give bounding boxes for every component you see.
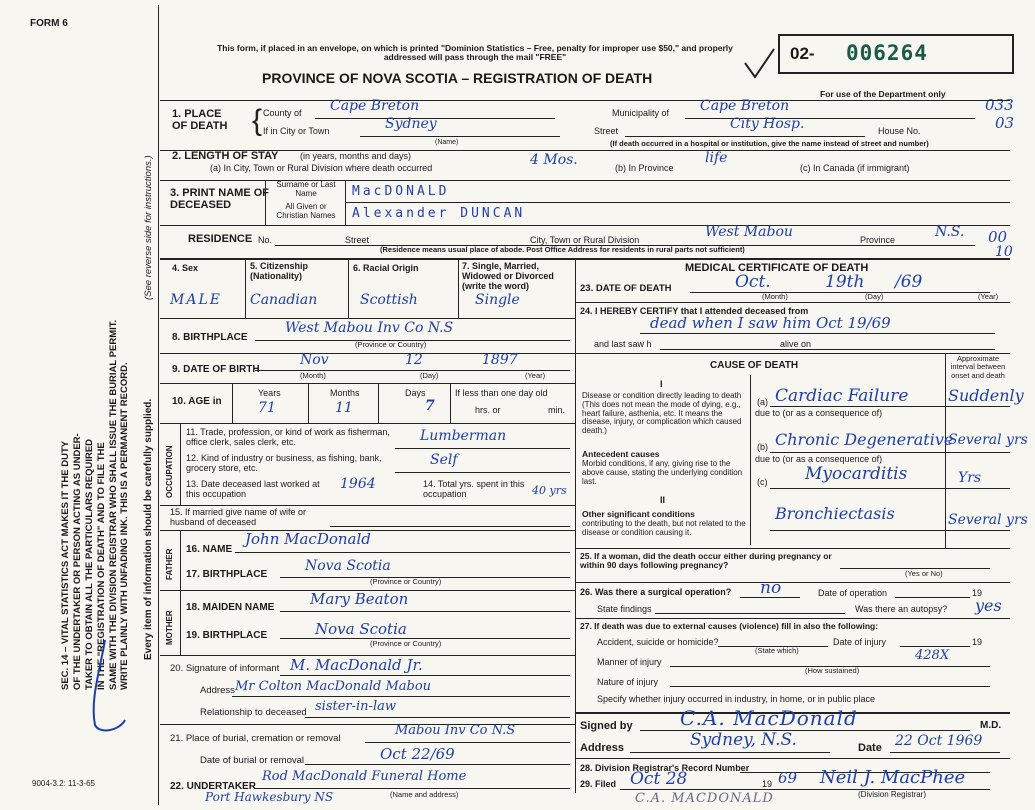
age-label: 10. AGE in [172, 396, 222, 407]
yes-no-hint: (Yes or No) [905, 569, 943, 578]
age-months: 11 [335, 400, 353, 416]
municipality-label: Municipality of [612, 108, 670, 118]
residence-label: RESIDENCE [188, 233, 253, 245]
racial-label: 6. Racial Origin [353, 263, 419, 273]
pregnancy-label: 25. If a woman, did the death occur either during pregnancy or within 90 days following pregnancy? [580, 551, 832, 571]
informant-address-value: Mr Colton MacDonald Mabou [235, 679, 432, 694]
cause-a-value: Cardiac Failure [775, 386, 909, 406]
citizenship-value: Canadian [250, 292, 318, 308]
margin-flourish [80, 630, 140, 740]
dod-day-hint: (Day) [865, 292, 884, 301]
name-label: 3. PRINT NAME OF DECEASED [170, 187, 270, 212]
county-value: Cape Breton [330, 98, 420, 114]
cause-b-label: (b) [757, 442, 768, 452]
undertaker-value: Rod MacDonald Funeral Home [262, 769, 467, 784]
registrar-signature: Neil J. MacPhee [820, 767, 966, 788]
spouse-label: 15. If married give name of wife or husband of deceased [170, 507, 307, 527]
roman-one: I [660, 379, 663, 389]
place-of-death-label: 1. PLACE OF DEATH [172, 108, 228, 133]
residence-street-label: Street [345, 235, 370, 245]
stay-a-label: (a) In City, Town or Rural Division where death occurred [210, 163, 433, 173]
md-label: M.D. [980, 720, 1002, 731]
registration-number-box: 02- 006264 [778, 34, 1014, 74]
city-label: If in City or Town [263, 126, 330, 136]
stay-a-value: 4 Mos. [530, 152, 578, 168]
undertaker-address: Port Hawkesbury NS [205, 790, 334, 804]
dod-year-hint: (Year) [978, 292, 999, 301]
due-to-label-2: due to (or as a consequence of) [755, 454, 883, 464]
marital-value: Single [475, 292, 520, 308]
racial-value: Scottish [360, 292, 418, 308]
note-428x: 428X [915, 648, 950, 663]
division-record-label: 28. Division Registrar's Record Number [580, 763, 750, 773]
interval-label: Approximate interval between onset and death [950, 354, 1006, 380]
mother-maiden-value: Mary Beaton [310, 590, 409, 608]
specify-injury-label: Specify whether injury occurred in industry, in home, or in public place [597, 694, 875, 704]
form-code: 9004-3.2: 11-3-65 [32, 779, 96, 788]
father-name-value: John MacDonald [245, 530, 371, 548]
date-of-death-year: /69 [895, 272, 923, 292]
days-hint: Days [405, 388, 426, 398]
trade-label: 11. Trade, profession, or kind of work as fisherman, office clerk, sales clerk, etc. [186, 427, 390, 447]
antecedent-desc: Morbid conditions, if any, giving rise to the above cause, stating the underlying condition last. [582, 459, 743, 486]
accident-label: Accident, suicide or homicide? [597, 637, 719, 647]
age-years: 71 [258, 400, 276, 416]
county-label: County of [263, 108, 302, 118]
sex-label: 4. Sex [172, 263, 199, 273]
age-days: 7 [425, 398, 435, 414]
form-title: PROVINCE OF NOVA SCOTIA – REGISTRATION OF DEATH [262, 70, 653, 86]
state-findings-label: State findings [597, 604, 652, 614]
dept-code-1: 033 [985, 96, 1014, 114]
total-years-value: 40 yrs [532, 484, 567, 497]
surgical-value: no [760, 578, 782, 598]
signed-by-value: C.A. MacDonald [680, 706, 858, 730]
less-than-day-label: If less than one day old [455, 388, 548, 398]
burial-place-value: Mabou Inv Co N.S [395, 723, 516, 738]
birthplace-hint: (Province or Country) [355, 340, 427, 349]
bottom-printed-name: C.A. MACDONALD [635, 791, 774, 806]
residence-city-value: West Mabou [705, 224, 793, 240]
father-birthplace-value: Nova Scotia [305, 558, 391, 574]
father-name-label: 16. NAME [186, 544, 233, 555]
dob-month: Nov [300, 352, 329, 368]
signer-address-value: Sydney, N.S. [690, 730, 797, 750]
filed-label: 29. Filed [580, 779, 617, 789]
undertaker-label: 22. UNDERTAKER [170, 781, 256, 792]
trade-value: Lumberman [420, 428, 507, 444]
given-label: All Given or Christian Names [276, 202, 336, 220]
cause-of-death-heading: CAUSE OF DEATH [710, 360, 799, 371]
years-hint: Years [258, 388, 281, 398]
date-of-death-month: Oct. [735, 272, 771, 292]
industry-value: Self [430, 452, 458, 468]
residence-no-label: No. [258, 235, 273, 245]
last-saw-label: and last saw h [594, 339, 652, 349]
months-hint: Months [330, 388, 360, 398]
other-conditions-desc: contributing to the death, but not related to the disease or condition causing it. [582, 519, 746, 537]
signer-address-label: Address [580, 742, 625, 754]
year-hint: (Year) [525, 371, 546, 380]
dept-code-2: 03 [995, 114, 1015, 132]
industry-label: 12. Kind of industry or business, as fishing, bank, grocery store, etc. [186, 453, 382, 473]
father-birthplace-label: 17. BIRTHPLACE [186, 569, 268, 580]
father-section-label: FATHER [165, 548, 174, 580]
burial-place-label: 21. Place of burial, cremation or removal [170, 733, 341, 744]
cause-c-label: (c) [757, 477, 768, 487]
other-cause-interval: Several yrs [948, 512, 1028, 528]
mail-notice: This form, if placed in an envelope, on which is printed "Dominion Statistics – Free, penalty for improper use $50," and properly addressed will pass through the mail "FREE" [217, 43, 733, 63]
stay-hint: (in years, months and days) [300, 151, 412, 161]
date-of-death-day: 19th [825, 272, 865, 292]
stay-b-value: life [705, 150, 728, 166]
dept-use-label: For use of the Department only [820, 89, 946, 99]
street-label: Street [594, 126, 619, 136]
burial-date-label: Date of burial or removal [200, 755, 305, 766]
surname-label: Surname or Last Name [276, 180, 336, 198]
dept-code-3: 00 [988, 228, 1008, 246]
stay-c-label: (c) In Canada (if immigrant) [800, 163, 910, 173]
alive-on-label: alive on [780, 339, 812, 349]
birthplace-value: West Mabou Inv Co N.S [285, 320, 454, 336]
how-sustained-hint: (How sustained) [805, 666, 860, 675]
occupation-section-label: OCCUPATION [165, 445, 174, 498]
min-label: min. [548, 405, 566, 415]
signer-date-label: Date [858, 742, 882, 754]
signed-by-label: Signed by [580, 720, 633, 732]
act-text: SEC. 14 – VITAL STATISTICS ACT MAKES IT THE DUTY OF THE UNDERTAKER OR PERSON ACTING AS UNDER- TAKER TO OBTAIN ALL THE PARTICULARS REQUIRED IN THE "REGISTRATION OF DEATH" AND TO FILE THE SAME WITH THE DIVISION REGISTRAR WHO SHALL ISSUE THE BURIAL PERMIT. WRITE PLAINLY WITH UNFADING INK. THIS IS A PERMANENT RECORD. [60, 319, 131, 690]
given-names-value: Alexander DUNCAN [352, 206, 526, 221]
external-causes-label: 27. If death was due to external causes (violence) fill in also the following: [580, 621, 879, 631]
filed-date-value: Oct 28 [630, 769, 688, 789]
birthplace-label: 8. BIRTHPLACE [172, 332, 248, 343]
cause-b-value: Chronic Degenerative [775, 430, 954, 449]
name-hint: (Name) [435, 139, 459, 146]
autopsy-value: yes [975, 596, 1002, 615]
form-number: FORM 6 [30, 18, 68, 29]
dob-day: 12 [405, 352, 423, 368]
cause-a-label: (a) [757, 397, 768, 407]
name-address-hint: (Name and address) [390, 790, 459, 799]
dob-label: 9. DATE OF BIRTH [172, 364, 260, 375]
filed-year-prefix: 19 [762, 779, 773, 789]
informant-signature-value: M. MacDonald Jr. [290, 656, 423, 674]
cause-c-value: Myocarditis [805, 464, 908, 484]
injury-year-prefix: 19 [972, 637, 983, 647]
dod-month-hint: (Month) [762, 292, 788, 301]
day-hint: (Day) [420, 371, 439, 380]
surname-value: MacDONALD [352, 184, 450, 199]
sex-value: MALE [170, 292, 222, 308]
residence-province-value: N.S. [935, 224, 965, 240]
father-prov-hint: (Province or Country) [370, 577, 442, 586]
total-years-label: 14. Total yrs. spent in this occupation [423, 479, 525, 499]
nature-label: Nature of injury [597, 677, 659, 687]
other-cause-value: Bronchiectasis [775, 504, 895, 523]
informant-signature-label: 20. Signature of informant [170, 663, 280, 674]
date-last-worked-label: 13. Date deceased last worked at this occupation [186, 479, 320, 499]
month-hint: (Month) [300, 371, 326, 380]
state-which-hint: (State which) [755, 646, 799, 655]
house-label: House No. [878, 126, 921, 136]
stay-b-label: (b) In Province [615, 163, 674, 173]
informant-address-label: Address [200, 685, 235, 696]
see-reverse-note: (See reverse side for instructions.) [143, 155, 154, 300]
date-last-worked-value: 1964 [340, 476, 376, 492]
manner-label: Manner of injury [597, 657, 662, 667]
other-conditions-label: Other significant conditions [582, 509, 695, 519]
due-to-label-1: due to (or as a consequence of) [755, 408, 883, 418]
length-of-stay-label: 2. LENGTH OF STAY [172, 150, 279, 162]
cause-a-interval: Suddenly [948, 386, 1024, 405]
mother-prov-hint: (Province or Country) [370, 639, 442, 648]
cause-b-interval: Several yrs [948, 432, 1028, 448]
supplied-note: Every item of information should be carefully supplied. [143, 398, 154, 660]
relationship-label: Relationship to deceased [200, 707, 307, 718]
op-year-prefix: 19 [972, 588, 983, 598]
filed-year-value: 69 [778, 769, 798, 787]
municipality-value: Cape Breton [700, 98, 790, 114]
disease-label: Disease or condition directly leading to death (This does not mean the mode of dying, e.g., heart failure, asthenia, etc. It means the disease, injury, or complication which caused death.) [582, 391, 742, 436]
mother-birthplace-value: Nova Scotia [315, 620, 407, 638]
relationship-value: sister-in-law [315, 699, 396, 714]
autopsy-label: Was there an autopsy? [855, 604, 948, 614]
city-value: Sydney [385, 116, 437, 132]
registration-number: 006264 [846, 41, 928, 65]
certify-value: dead when I saw him Oct 19/69 [650, 314, 891, 332]
residence-province-label: Province [860, 235, 896, 245]
mother-birthplace-label: 19. BIRTHPLACE [186, 630, 268, 641]
residence-note: (Residence means usual place of abode. Post Office Address for residents in rural parts not sufficient) [380, 245, 745, 254]
hospital-note: (If death occurred in a hospital or institution, give the name instead of street and number) [610, 139, 929, 148]
burial-date-value: Oct 22/69 [380, 745, 455, 763]
surgical-label: 26. Was there a surgical operation? [580, 587, 732, 597]
mother-maiden-label: 18. MAIDEN NAME [186, 602, 275, 613]
citizenship-label: 5. Citizenship (Nationality) [250, 261, 309, 281]
antecedent-label: Antecedent causes [582, 449, 660, 459]
cause-c-interval: Yrs [958, 470, 982, 486]
marital-label: 7. Single, Married, Widowed or Divorced (write the word) [462, 261, 554, 291]
certify-label: 24. I HEREBY CERTIFY that I attended deceased from [580, 306, 809, 316]
date-operation-label: Date of operation [818, 588, 888, 598]
date-injury-label: Date of injury [833, 637, 887, 647]
signer-date-value: 22 Oct 1969 [895, 733, 983, 749]
division-registrar-hint: (Division Registrar) [858, 790, 927, 799]
mother-section-label: MOTHER [165, 610, 174, 645]
dob-year: 1897 [482, 352, 518, 368]
residence-city-label: City, Town or Rural Division [530, 235, 640, 245]
check-mark-icon [740, 45, 778, 85]
roman-two: II [660, 495, 666, 505]
date-of-death-label: 23. DATE OF DEATH [580, 283, 672, 294]
dept-code-4: 10 [995, 244, 1013, 260]
hrs-label: hrs. or [475, 405, 501, 415]
medical-certificate-heading: MEDICAL CERTIFICATE OF DEATH [685, 262, 869, 274]
street-value: City Hosp. [730, 116, 805, 132]
